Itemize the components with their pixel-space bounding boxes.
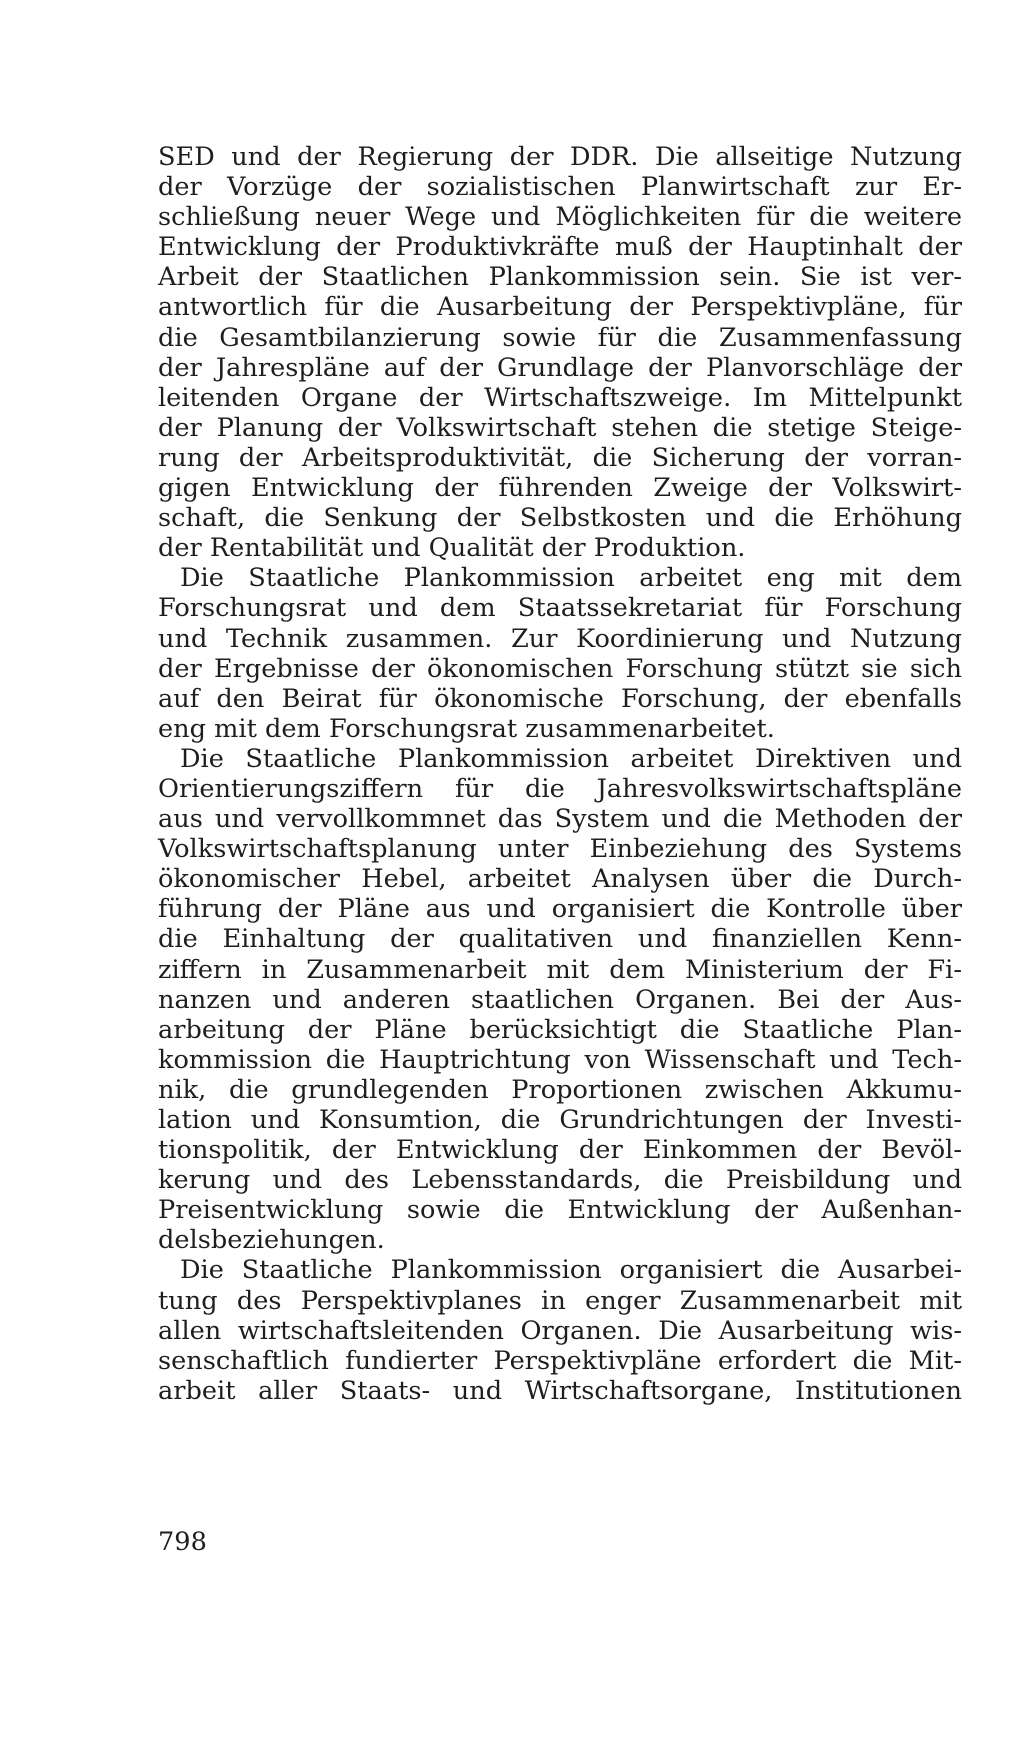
- text-line: arbeitung der Pläne berücksichtigt die Staatliche Plan-: [158, 1014, 962, 1045]
- text-line: delsbeziehungen.: [158, 1225, 385, 1256]
- text-line: arbeit aller Staats- und Wirtschaftsorgane, Institutionen: [158, 1375, 962, 1406]
- text-line: schließung neuer Wege und Möglichkeiten für die weitere: [158, 202, 962, 233]
- text-line: aus und vervollkommnet das System und die Methoden der: [158, 804, 962, 835]
- text-line: die Einhaltung der qualitativen und finanziellen Kenn-: [158, 924, 962, 955]
- text-line: Orientierungsziffern für die Jahresvolkswirtschaftspläne: [158, 773, 962, 804]
- text-line: Die Staatliche Plankommission arbeitet eng mit dem: [180, 563, 962, 594]
- text-line: führung der Pläne aus und organisiert die Kontrolle über: [158, 894, 962, 925]
- text-line: kerung und des Lebensstandards, die Preisbildung und: [158, 1165, 962, 1196]
- text-line: Die Staatliche Plankommission organisiert die Ausarbei-: [180, 1255, 962, 1286]
- body-text: [158, 142, 962, 1406]
- text-line: nik, die grundlegenden Proportionen zwischen Akkumu-: [158, 1074, 962, 1105]
- page-number: 798: [158, 1527, 207, 1557]
- text-line: lation und Konsumtion, die Grundrichtungen der Investi-: [158, 1105, 962, 1135]
- text-line: ökonomischer Hebel, arbeitet Analysen über die Durch-: [158, 864, 962, 895]
- text-line: der Rentabilität und Qualität der Produktion.: [158, 533, 746, 564]
- text-line: Forschungsrat und dem Staatssekretariat für Forschung: [158, 593, 962, 624]
- text-line: der Planung der Volkswirtschaft stehen die stetige Steige-: [158, 412, 962, 443]
- text-line: schaft, die Senkung der Selbstkosten und die Erhöhung: [158, 503, 962, 534]
- text-line: der Ergebnisse der ökonomischen Forschung stützt sie sich: [158, 653, 962, 684]
- text-line: gigen Entwicklung der führenden Zweige der Volkswirt-: [158, 473, 962, 504]
- text-line: Volkswirtschaftsplanung unter Einbeziehung des Systems: [158, 834, 962, 865]
- text-line: senschaftlich fundierter Perspektivpläne erfordert die Mit-: [158, 1345, 962, 1376]
- text-line: Arbeit der Staatlichen Plankommission sein. Sie ist ver-: [158, 262, 962, 293]
- text-line: eng mit dem Forschungsrat zusammenarbeitet.: [158, 713, 775, 744]
- text-line: tionspolitik, der Entwicklung der Einkommen der Bevöl-: [158, 1135, 962, 1166]
- text-line: rung der Arbeitsproduktivität, die Sicherung der vorran-: [158, 442, 962, 473]
- text-line: die Gesamtbilanzierung sowie für die Zusammenfassung: [158, 322, 962, 353]
- text-line: kommission die Hauptrichtung von Wissenschaft und Tech-: [158, 1044, 962, 1075]
- text-line: leitenden Organe der Wirtschaftszweige. Im Mittelpunkt: [158, 382, 962, 413]
- text-line: SED und der Regierung der DDR. Die allseitige Nutzung: [158, 142, 962, 172]
- text-line: auf den Beirat für ökonomische Forschung, der ebenfalls: [158, 683, 962, 714]
- text-line: Die Staatliche Plankommission arbeitet Direktiven und: [180, 743, 962, 774]
- text-line: nanzen und anderen staatlichen Organen. Bei der Aus-: [158, 984, 962, 1015]
- text-line: antwortlich für die Ausarbeitung der Perspektivpläne, für: [158, 292, 962, 323]
- text-line: tung des Perspektivplanes in enger Zusammenarbeit mit: [158, 1285, 962, 1316]
- text-line: und Technik zusammen. Zur Koordinierung und Nutzung: [158, 623, 962, 654]
- text-line: ziffern in Zusammenarbeit mit dem Ministerium der Fi-: [158, 954, 962, 985]
- text-line: allen wirtschaftsleitenden Organen. Die Ausarbeitung wis-: [158, 1315, 962, 1346]
- text-line: der Jahrespläne auf der Grundlage der Planvorschläge der: [158, 352, 962, 383]
- text-line: der Vorzüge der sozialistischen Planwirtschaft zur Er-: [158, 172, 962, 203]
- text-line: Entwicklung der Produktivkräfte muß der Hauptinhalt der: [158, 232, 962, 263]
- text-line: Preisentwicklung sowie die Entwicklung der Außenhan-: [158, 1195, 962, 1226]
